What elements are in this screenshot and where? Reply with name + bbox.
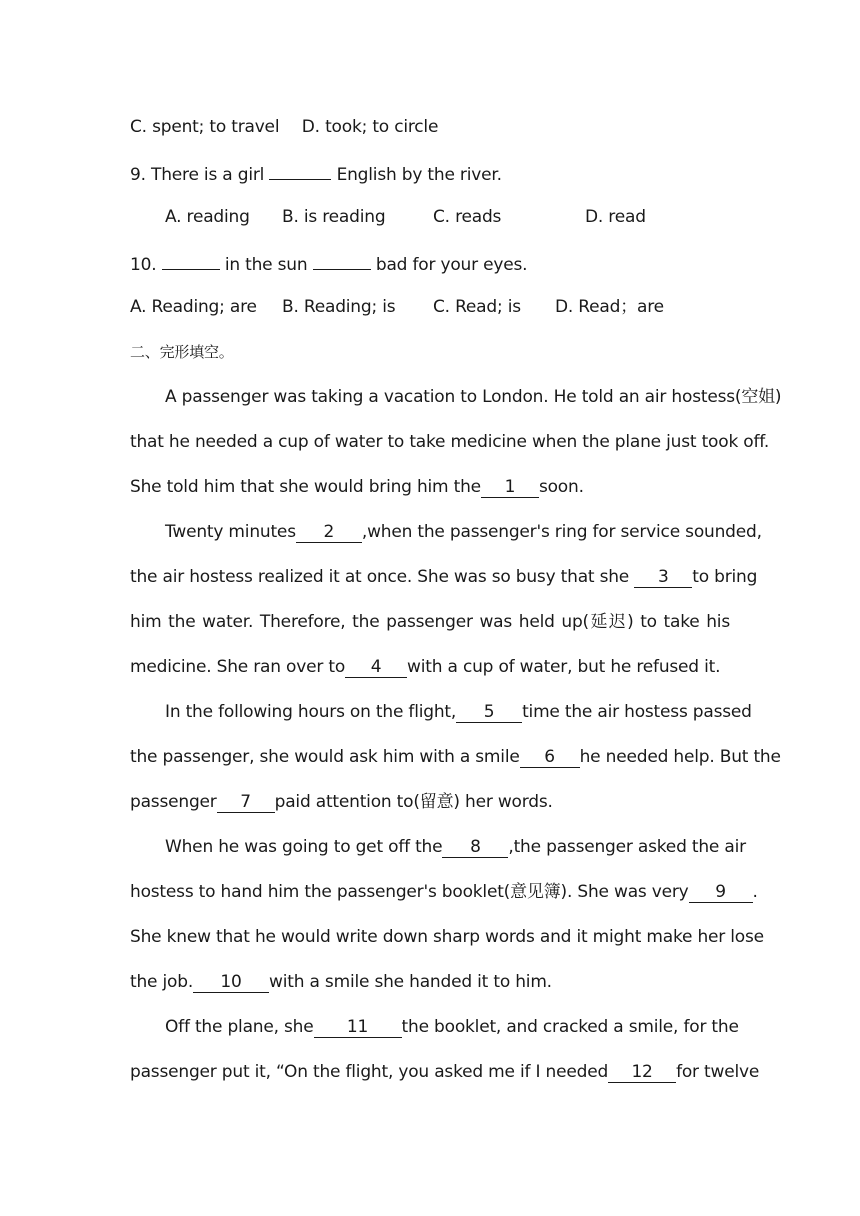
q8-option-d: D. took; to circle (301, 117, 439, 137)
p2-line-1-after: ,when the passenger's ring for service sounded, (361, 522, 762, 542)
p4-line-2-after: . (752, 882, 758, 902)
q9-stem (130, 159, 730, 185)
q10-blank-1 (162, 249, 220, 270)
q9-options (130, 204, 730, 230)
p3-line-1-before: In the following hours on the flight, (165, 702, 457, 722)
blank-10: 10 (193, 972, 269, 993)
q10-options (130, 294, 730, 320)
q9-blank (269, 159, 331, 180)
blank-9: 9 (689, 882, 753, 903)
q10-stem-after: bad for your eyes. (370, 255, 528, 275)
p2-line-4-before: medicine. She ran over to (130, 657, 346, 677)
blank-7: 7 (217, 792, 275, 813)
q9-stem-before: 9. There is a girl (130, 165, 270, 185)
p4-line-4 (130, 969, 730, 995)
p3-line-3 (130, 789, 730, 815)
q10-stem-before: 10. (130, 255, 162, 275)
p1-line-3 (130, 474, 730, 500)
p2-line-2-before: the air hostess realized it at once. She was so busy that she (130, 567, 635, 587)
p5-line-1-after: the booklet, and cracked a smile, for the (401, 1017, 739, 1037)
p1-line-2: that he needed a cup of water to take medicine when the plane just took off. (130, 432, 770, 452)
p4-line-2-before: hostess to hand him the passenger's booklet(意见簿). She was very (130, 882, 689, 902)
q10-stem (130, 249, 730, 275)
q10-stem-middle: in the sun (219, 255, 313, 275)
p4-line-1-after: ,the passenger asked the air (508, 837, 746, 857)
p2-line-1-before: Twenty minutes (165, 522, 296, 542)
p4-line-1-before: When he was going to get off the (165, 837, 443, 857)
p3-line-2 (130, 744, 781, 770)
p3-line-3-after: paid attention to(留意) her words. (274, 792, 553, 812)
p4-line-2 (130, 879, 758, 905)
p2-line-1 (165, 519, 762, 545)
p2-line-2 (130, 564, 758, 590)
p5-line-2-after: for twelve (676, 1062, 760, 1082)
p3-line-1 (165, 699, 752, 725)
q8-option-c: C. spent; to travel (130, 117, 280, 137)
p1-line-3-after: soon. (538, 477, 584, 497)
p5-line-1 (165, 1014, 739, 1040)
q10-blank-2 (313, 249, 371, 270)
p1-line-3-before: She told him that she would bring him the (130, 477, 481, 497)
p2-line-2-after: to bring (692, 567, 758, 587)
blank-4: 4 (345, 657, 407, 678)
p3-line-1-after: time the air hostess passed (522, 702, 752, 722)
p5-line-2 (130, 1059, 760, 1085)
blank-12: 12 (608, 1062, 676, 1083)
p2-line-4 (130, 654, 730, 680)
p4-line-3: She knew that he would write down sharp words and it might make her lose (130, 927, 764, 947)
blank-3: 3 (634, 567, 692, 588)
q9-option-c: C. reads (433, 207, 502, 227)
section-heading: 二、完形填空。 (130, 343, 234, 361)
p3-line-2-before: the passenger, she would ask him with a smile (130, 747, 520, 767)
p5-line-2-before: passenger put it, “On the flight, you asked me if I needed (130, 1062, 609, 1082)
p4-line-1 (165, 834, 746, 860)
blank-2: 2 (296, 522, 362, 543)
blank-8: 8 (442, 837, 508, 858)
blank-5: 5 (456, 702, 522, 723)
p4-line-4-before: the job. (130, 972, 194, 992)
q10-option-a: A. Reading; are (130, 297, 257, 317)
p1-line-1: A passenger was taking a vacation to London. He told an air hostess(空姐) (165, 387, 782, 407)
blank-1: 1 (481, 477, 539, 498)
q9-stem-after: English by the river. (331, 165, 502, 185)
q8-options-line (130, 114, 730, 140)
p3-line-3-before: passenger (130, 792, 217, 812)
p5-line-1-before: Off the plane, she (165, 1017, 314, 1037)
q9-option-b: B. is reading (282, 207, 386, 227)
q9-option-d: D. read (585, 207, 646, 227)
q10-option-b: B. Reading; is (282, 297, 396, 317)
p2-line-3: him the water. Therefore, the passenger was held up(延迟) to take his (130, 612, 730, 632)
p2-line-4-after: with a cup of water, but he refused it. (407, 657, 721, 677)
blank-11: 11 (314, 1017, 402, 1038)
blank-6: 6 (520, 747, 580, 768)
q10-option-c: C. Read; is (433, 297, 521, 317)
q9-option-a: A. reading (165, 207, 250, 227)
p4-line-4-after: with a smile she handed it to him. (269, 972, 552, 992)
p3-line-2-after: he needed help. But the (579, 747, 781, 767)
q10-option-d: D. Read；are (555, 297, 664, 317)
